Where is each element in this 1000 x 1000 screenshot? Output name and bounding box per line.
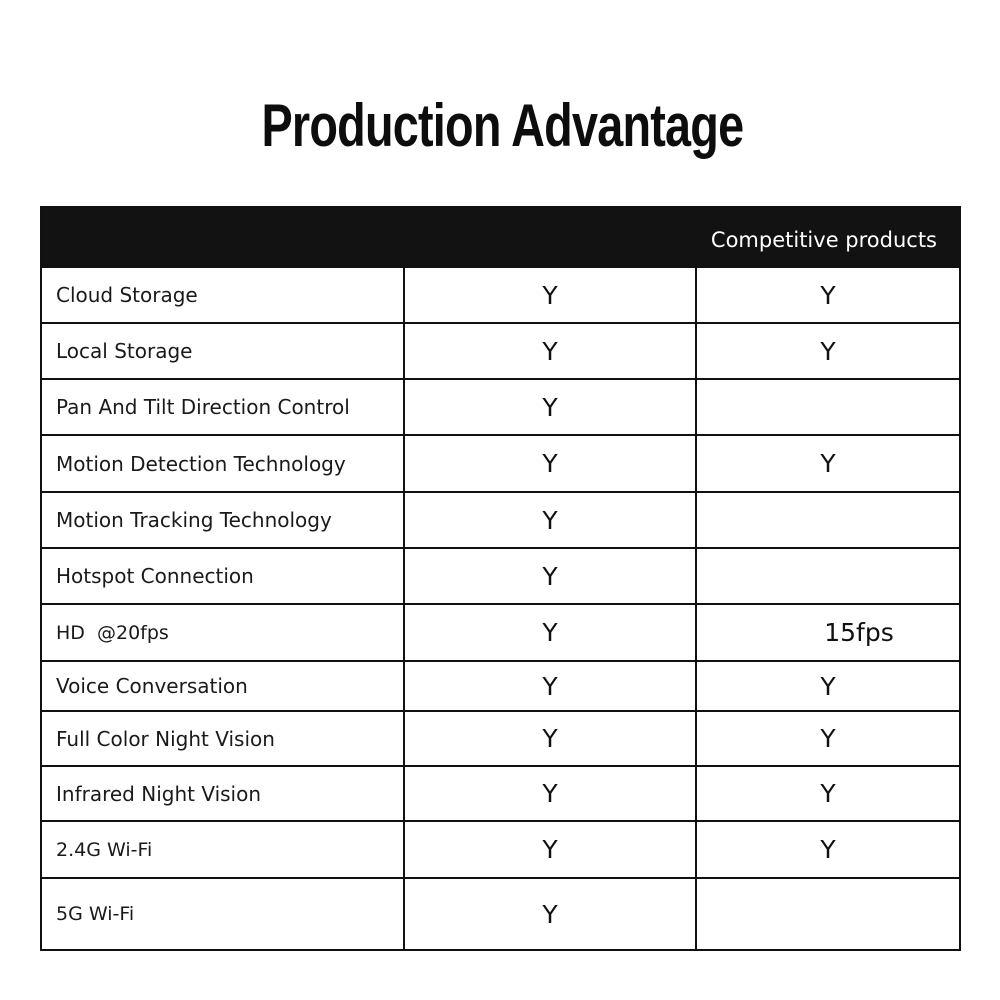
competitor-cell xyxy=(695,380,959,434)
feature-cell: Cloud Storage xyxy=(56,283,198,307)
table-row xyxy=(42,491,959,547)
ours-cell: Y xyxy=(403,822,695,877)
table-header xyxy=(42,208,959,266)
competitor-cell: Y xyxy=(695,436,959,491)
feature-cell: 2.4G Wi-Fi xyxy=(56,838,153,861)
feature-cell: 5G Wi-Fi xyxy=(56,903,135,925)
feature-cell: Infrared Night Vision xyxy=(56,781,262,806)
table-row xyxy=(42,434,959,491)
table-row xyxy=(42,820,959,877)
feature-cell: Local Storage xyxy=(56,339,193,363)
ours-cell: Y xyxy=(403,380,695,434)
feature-cell: Motion Tracking Technology xyxy=(56,508,332,532)
feature-cell: HD @20fps xyxy=(56,621,169,644)
table-row xyxy=(42,710,959,765)
comparison-table xyxy=(40,206,961,951)
table-row xyxy=(42,547,959,603)
competitor-cell: Y xyxy=(695,712,959,765)
ours-cell: Y xyxy=(403,767,695,820)
competitor-cell xyxy=(695,879,959,949)
ours-cell: Y xyxy=(403,324,695,378)
competitor-cell: Y xyxy=(695,822,959,877)
competitor-cell: Y xyxy=(695,662,959,710)
ours-cell: Y xyxy=(403,879,695,949)
ours-cell: Y xyxy=(403,549,695,603)
ours-cell: Y xyxy=(403,712,695,765)
feature-cell: Motion Detection Technology xyxy=(56,451,346,476)
ours-cell: Y xyxy=(403,662,695,710)
table-row xyxy=(42,266,959,322)
competitor-cell xyxy=(695,493,959,547)
feature-cell: Full Color Night Vision xyxy=(56,726,275,751)
ours-cell: Y xyxy=(403,268,695,322)
ours-cell: Y xyxy=(403,605,695,660)
table-row xyxy=(42,322,959,378)
table-row xyxy=(42,877,959,949)
competitor-cell: 15fps xyxy=(695,605,959,660)
ours-cell: Y xyxy=(403,436,695,491)
ours-cell: Y xyxy=(403,493,695,547)
competitor-cell xyxy=(695,549,959,603)
feature-cell: Pan And Tilt Direction Control xyxy=(56,395,350,419)
feature-cell: Hotspot Connection xyxy=(56,564,254,588)
page-title: Production Advantage xyxy=(261,92,744,159)
competitor-cell: Y xyxy=(695,268,959,322)
competitor-cell: Y xyxy=(695,767,959,820)
competitor-cell: Y xyxy=(695,324,959,378)
table-row xyxy=(42,660,959,710)
feature-cell: Voice Conversation xyxy=(56,674,248,698)
table-row xyxy=(42,378,959,434)
table-row xyxy=(42,603,959,660)
table-row xyxy=(42,765,959,820)
header-competitive-products: Competitive products xyxy=(710,228,937,252)
